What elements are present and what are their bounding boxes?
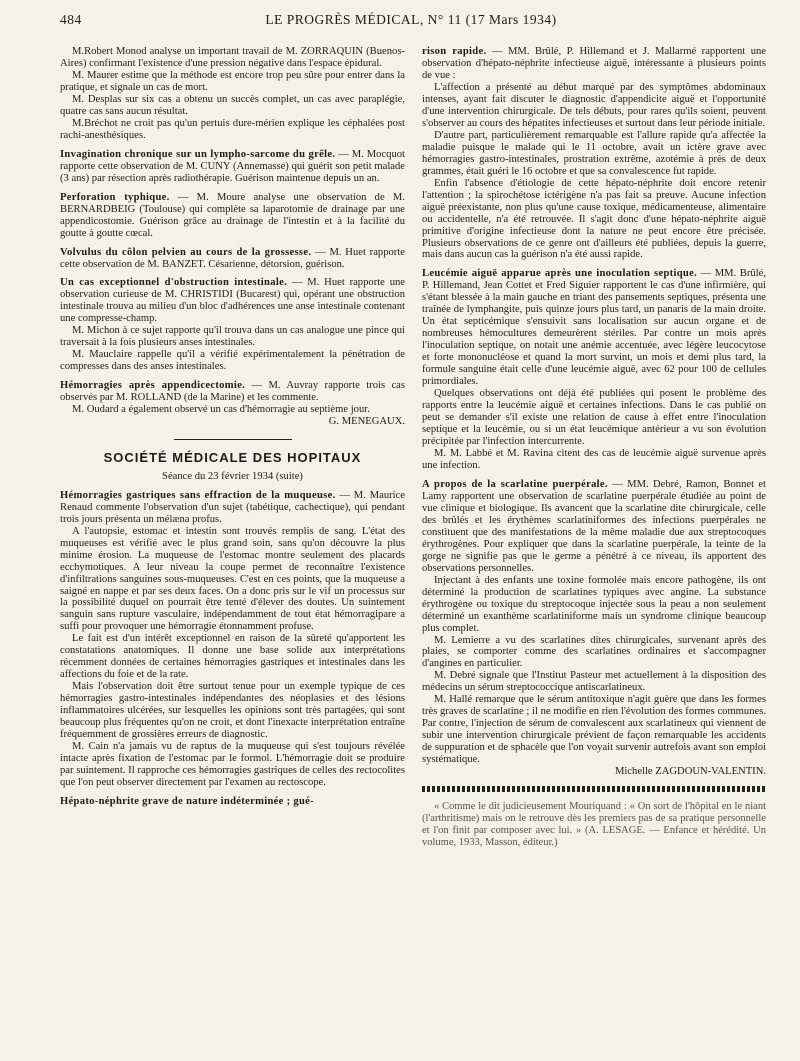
item-text: — M. Huet rapporte une observation curieuse de M. CHRISTIDI (Bucarest) qui, opérant une obstruction intestinale trouva au milieu d'un bloc d'adhérences une anse intestinale contenant une compresse-champ. (60, 277, 405, 325)
item-text: — MM. Brûlé, P. Hillemand, Jean Cottet et Fred Siguier rapportent le cas d'une infirmière, qui s'étant blessée à la main gauche en triant des pansements septiques, présenta une traînée de lymphangite, puis quinze jours plus tard, un panaris de la main droite. Un état septicémique s'ensuivit sans localisation sur aucun organe et de nombreuses hémocultures demeurèrent stériles. Par contre un mois après l'inoculation septique, on notait une anémie accentuée, avec légère leucocytose et forte mononucléose et quand la mort survint, un mois et demi plus tard, la formule sanguine était celle d'une leucémie aiguë, avec 62 pour 100 de cellules primordiales. (422, 268, 766, 388)
report-item (60, 277, 405, 325)
ornamental-separator (422, 786, 766, 792)
report-item (60, 490, 405, 526)
paragraph: M. Michon à ce sujet rapporte qu'il trouva dans un cas analogue une pince qui traversait à la fois plusieurs anses intestinales. (60, 325, 405, 349)
paragraph: M. Maurer estime que la méthode est encore trop peu sûre pour entrer dans la pratique, et signale un cas de mort. (60, 69, 405, 93)
item-text: — MM. Brûlé, P. Hillemand et J. Mallarmé rapportent une observation d'hépato-néphrite infectieuse aiguë, intéressante à plusieurs points de vue : (422, 46, 766, 81)
right-column (422, 46, 766, 849)
report-item (60, 796, 405, 808)
report-item (422, 268, 766, 388)
paragraph: M. Lemierre a vu des scarlatines dites chirurgicales, survenant après des plaies, se comporter comme des scarlatines ordinaires et s'accompagner d'angines en particulier. (422, 634, 766, 670)
item-text: — MM. Debré, Ramon, Bonnet et Lamy rapportent une observation de scarlatine puerpérale étudiée au point de vue clinique et biologique. Ils avancent que la scarlatine dite chirurgicale, celle des brûlés et les érythèmes scarlatiniformes des infections puerpérales ne constituent que des manifestations de la même maladie due aux streptocoques érythrogènes. Pour expliquer que dans la scarlatine puerpérale, la teinte de la gorge ne signifie pas que le germe a pénétré à ce niveau, ils apportent des observations personnelles. (422, 478, 766, 574)
item-text: — M. Maurice Renaud commente l'observation d'un sujet (tabétique, cachectique), qui pendant trois jours présenta un mélæna profus. (60, 489, 406, 525)
item-heading: A propos de la scarlatine puerpérale. (422, 478, 608, 490)
paragraph: D'autre part, particulièrement remarquable est l'allure rapide qu'a affectée la maladie puisque le malade qui le 11 octobre, avait un ictère grave avec hémorragies gastro-intestinales, prostration extrême, azotémie à près de deux grammes, était guéri le 16 octobre et que sa convalescence fut rapide. (422, 129, 766, 177)
item-text: — M. Huet rapporte cette observation de M. BANZET. Césarienne, détorsion, guérison. (60, 246, 405, 270)
report-item (60, 380, 405, 404)
quotation: « Comme le dit judicieusement Mouriquand : « On sort de l'hôpital en le niant (l'arthritisme) mais on le retrouve dès les premiers pas de sa pratique personnelle et l'on finit par composer avec lui. » (A. LESAGE. — Enfance et hérédité. Un volume, 1933, Masson, éditeur.) (422, 801, 766, 848)
page-header (60, 12, 762, 34)
paragraph: A l'autopsie, estomac et intestin sont trouvés remplis de sang. L'état des muqueuses est vérifié avec le plus grand soin, sans qu'on découvre la plus minime érosion. La muqueuse de l'estomac montre seulement des placards ecchymotiques. A leur niveau la coupe permet de reconnaître l'existence d'infiltrations sanguines sous-muqueuses. C'est en ces points, que la muqueuse a saigné en nappe et par ses deux faces. On a donc pris sur le vif un processus sur la possibilité duquel on pourrait être tenté d'élever des doutes. Un suintement sanguin sans rupture vasculaire, indépendamment de tout état hémorragipare a suffi pour provoquer une hémorragie étonnamment profuse. (60, 525, 405, 633)
item-text: — M. Mocquot rapporte cette observation de M. CUNY (Annemasse) qui guérit son petit malade (3 ans) par résection après radiothérapie. Guérison maintenue depuis un an. (60, 148, 405, 184)
report-item (60, 192, 405, 240)
page-number: 484 (60, 12, 82, 27)
paragraph: M. Mauclaire rappelle qu'il a vérifié expérimentalement la pénétration de compresses dans des anses intestinales. (60, 349, 405, 373)
divider (174, 439, 292, 440)
paragraph: Enfin l'absence d'étiologie de cette hépato-néphrite doit encore retenir l'attention ; la spirochétose ictérigène n'a pas fait sa preuve. Aucune infection aiguë préexistante, non plus qu'une cause toxique, médicamenteuse, alimentaire ou accidentelle, n'a été retrouvée. Il s'agit donc d'une hépato-néphrite aiguë primitive d'origine infectieuse dont la nature ne peut encore être précisée. Plusieurs observations de ce genre ont d'ailleurs été publiées, depuis la guerre, mais dans aucun cas la guérison n'a été aussi rapide. (422, 177, 766, 261)
paragraph: M.Bréchot ne croit pas qu'un pertuis dure-mérien explique les céphalées post rachi-anesthésiques. (60, 117, 405, 141)
paragraph: M.Robert Monod analyse un important travail de M. ZORRAQUIN (Buenos-Aires) confirmant l'existence d'une pression négative dans l'espace épidural. (60, 46, 405, 69)
item-heading: Hépato-néphrite grave de nature indéterminée ; gué- (60, 795, 315, 807)
signature: Michelle ZAGDOUN-VALENTIN. (614, 766, 766, 778)
section-title: SOCIÉTÉ MÉDICALE DES HOPITAUX (103, 450, 362, 466)
item-heading: Leucémie aiguë apparue après une inoculation septique. (422, 268, 698, 280)
report-item (422, 46, 766, 82)
item-heading: Perforation typhique. (60, 191, 170, 203)
paragraph: M. Hallé remarque que le sérum antitoxique n'agit guère que dans les formes très graves de scarlatine ; il ne modifie en rien l'évolution des formes communes. Par contre, l'injection de sérum de convalescent aux scarlatineux qui viennent de subir une intervention chirurgicale prévient de façon remarquable les accidents de suppuration et de sphacèle que l'on voyait survenir autrefois avant son emploi systématique. (422, 694, 766, 766)
session-date: Séance du 23 février 1934 (suite) (162, 470, 303, 482)
item-heading: Volvulus du côlon pelvien au cours de la grossesse. (60, 246, 312, 258)
report-item (60, 149, 405, 185)
item-heading: Hémorragies après appendicectomie. (60, 380, 246, 392)
item-heading: Hémorragies gastriques sans effraction de la muqueuse. (60, 489, 336, 501)
report-item (422, 479, 766, 575)
item-heading: rison rapide. (422, 46, 487, 57)
paragraph: M. Oudard a également observé un cas d'hémorragie au septième jour. (72, 404, 370, 416)
paragraph: M. Desplas sur six cas a obtenu un succès complet, un cas avec paraplégie, quatre cas sans aucun résultat. (60, 93, 405, 117)
paragraph: Mais l'observation doit être surtout tenue pour un exemple typique de ces hémorragies gastro-intestinales indépendantes des néoplasies et des lésions inflammatoires ulcérées, sur lesquelles les opinions sont très partagées, qui sont beaucoup plus fréquentes qu'on ne croit, et dont l'inexacte interprétation entraîne fréquemment de grossières erreurs de diagnostic. (60, 681, 405, 741)
report-item (60, 247, 405, 271)
paragraph: Injectant à des enfants une toxine formolée mais encore pathogène, ils ont déterminé la production de scarlatines typiques avec angine. La substance érythrogène ou toxique du streptocoque injectée sous la peau a non seulement déterminé un exanthème scarlatiniforme mais un syndrome clinique beaucoup plus complet. (422, 574, 766, 634)
paragraph: M. Debré signale que l'Institut Pasteur met actuellement à la disposition des médecins un sérum streptococcique antiscarlatineux. (422, 670, 766, 694)
item-text: — M. Auvray rapporte trois cas observés par M. ROLLAND (de la Marine) et les commente. (60, 380, 405, 404)
running-title: LE PROGRÈS MÉDICAL, N° 11 (17 Mars 1934) (265, 12, 557, 27)
paragraph: M. M. Labbé et M. Ravina citent des cas de leucémie aiguë survenue après une infection. (422, 447, 766, 471)
item-heading: Invagination chronique sur un lympho-sarcome du grêle. (60, 148, 336, 160)
item-heading: Un cas exceptionnel d'obstruction intestinale. (60, 277, 288, 289)
paragraph: L'affection a présenté au début marqué par des symptômes abdominaux intenses, ayant fait discuter le diagnostic d'appendicite aiguë et l'opportunité d'une intervention chirurgicale. De tels débuts, pour rares qu'ils soient, peuvent s'observer au cours des hépatites infectieuses et surtout dans leur période initiale. (422, 81, 766, 129)
paragraph: M. Cain n'a jamais vu de raptus de la muqueuse qui s'est toujours révélée intacte après fixation de l'estomac par le formol. L'hémorragie doit se produire par suintement. Il rapproche ces hémorragies gastriques de celles des rectocolites que l'on peut observer directement par l'examen au rectoscope. (60, 741, 405, 788)
signature: G. MENEGAUX. (328, 416, 405, 428)
paragraph: Le fait est d'un intérêt exceptionnel en raison de la sûreté qu'apportent les constatations anatomiques. Il donne une base solide aux interprétations récemment données de certaines hémorragies gastriques et intestinales dans les affections du foie et de la rate. (60, 633, 405, 681)
paragraph: Quelques observations ont déjà été publiées qui posent le problème des rapports entre la leucémie aiguë et certaines infections. Dans le cas publié on peut se demander s'il existe une relation de cause à effet entre l'inoculation septique et la leucémie, ou si un état leucémique antérieur a vu son évolution précipitée par l'infection intercurrente. (422, 388, 766, 447)
left-column (60, 46, 405, 808)
item-text: — M. Moure analyse une observation de M. BERNARDBEIG (Toulouse) qui complète sa laparotomie de drainage par une appendicostomie. Guérison grâce au drainage de l'intestin et à la facilité du goutte à goutte cœcal. (60, 191, 405, 239)
